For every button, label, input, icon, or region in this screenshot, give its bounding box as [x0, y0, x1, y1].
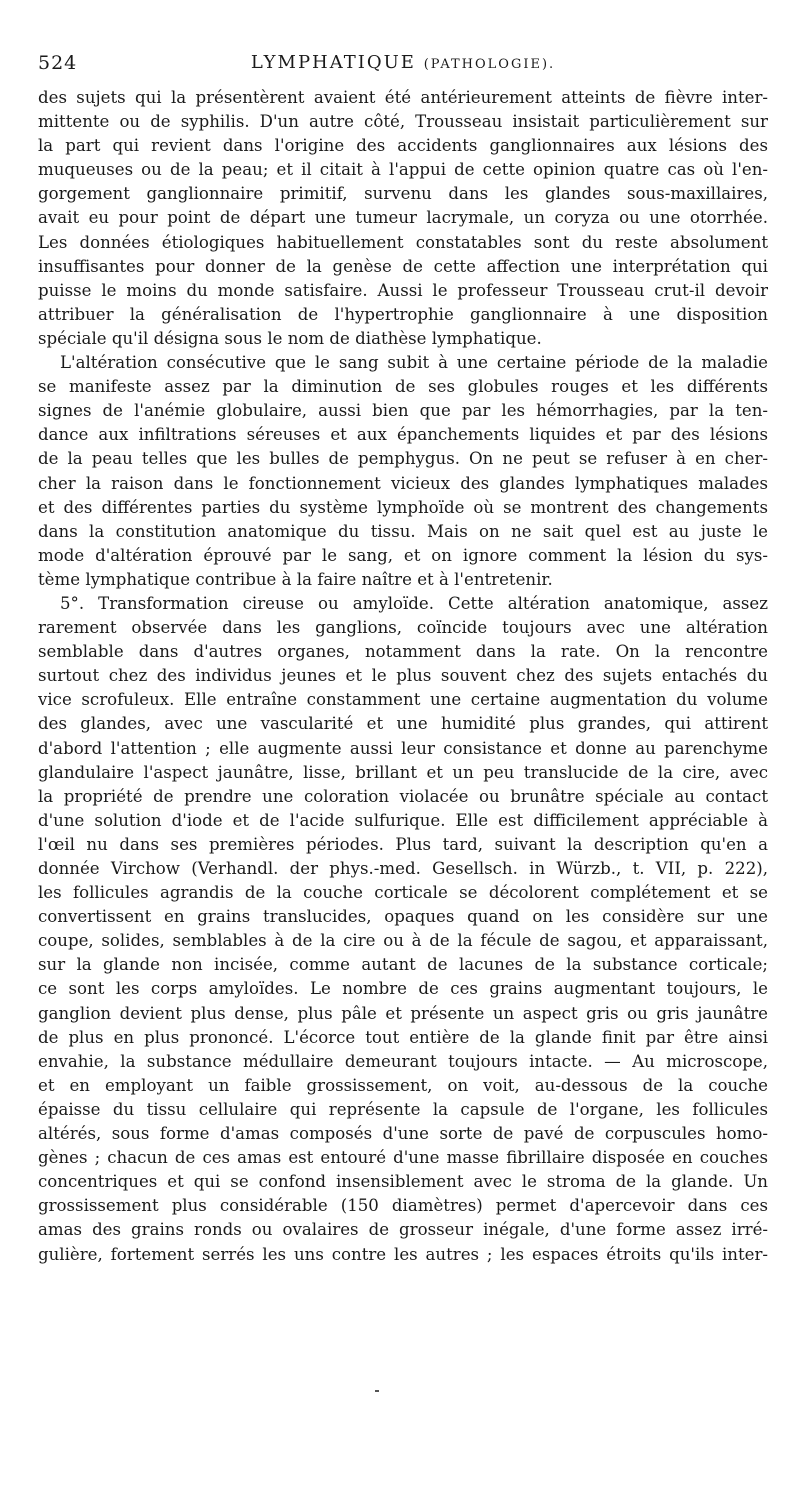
page-number: 524	[38, 52, 78, 74]
text-line: grossissement plus considérable (150 diamètres) permet d'apercevoir dans ces	[38, 1196, 768, 1216]
text-line: surtout chez des individus jeunes et le plus souvent chez des sujets entachés du	[38, 666, 768, 686]
text-line: se manifeste assez par la diminution de ses globules rouges et les différents	[38, 377, 768, 397]
text-line: de plus en plus prononcé. L'écorce tout entière de la glande finit par être ainsi	[38, 1027, 768, 1047]
text-line: d'abord l'attention ; elle augmente aussi leur consistance et donne au parenchyme	[38, 738, 768, 758]
text-line: convertissent en grains translucides, opaques quand on les considère sur une	[38, 907, 768, 927]
text-line: muqueuses ou de la peau; et il citait à l'appui de cette opinion quatre cas où l'en-	[38, 160, 768, 180]
text-line: tème lymphatique contribue à la faire naître et à l'entretenir.	[38, 569, 553, 589]
text-line: semblable dans d'autres organes, notamment dans la rate. On la rencontre	[38, 642, 768, 662]
text-line: concentriques et qui se confond insensiblement avec le stroma de la glande. Un	[38, 1172, 768, 1192]
text-line: gulière, fortement serrés les uns contre les autres ; les espaces étroits qu'ils inter-	[38, 1244, 768, 1264]
text-line: ce sont les corps amyloïdes. Le nombre de ces grains augmentant toujours, le	[38, 979, 768, 999]
text-line: amas des grains ronds ou ovalaires de grosseur inégale, d'une forme assez irré-	[38, 1220, 768, 1240]
text-line: d'une solution d'iode et de l'acide sulfurique. Elle est difficilement appréciable à	[38, 810, 768, 830]
text-line: les follicules agrandis de la couche corticale se décolorent complétement et se	[38, 883, 768, 903]
text-line: attribuer la généralisation de l'hypertrophie ganglionnaire à une disposition	[38, 304, 768, 324]
text-line: mittente ou de syphilis. D'un autre côté, Trousseau insistait particulièrement sur	[38, 112, 768, 132]
text-line: épaisse du tissu cellulaire qui représente la capsule de l'organe, les follicules	[38, 1099, 768, 1119]
text-line: des sujets qui la présentèrent avaient été antérieurement atteints de fièvre inter-	[38, 88, 768, 107]
text-line: gènes ; chacun de ces amas est entouré d'une masse fibrillaire disposée en couches	[38, 1148, 768, 1168]
text-line: Les données étiologiques habituellement constatables sont du reste absolument	[38, 232, 768, 252]
text-line: et en employant un faible grossissement, on voit, au-dessous de la couche	[38, 1075, 768, 1095]
text-line: puisse le moins du monde satisfaire. Aussi le professeur Trousseau crut-il devoir	[38, 280, 768, 300]
text-line: coupe, solides, semblables à de la cire ou à de la fécule de sagou, et apparaissant,	[38, 931, 768, 951]
text-line: rarement observée dans les ganglions, coïncide toujours avec une altération	[38, 618, 768, 638]
section-heading-line: 5°. Transformation cireuse ou amyloïde. Cette altération anatomique, assez	[60, 593, 768, 613]
citation-line: donnée Virchow (Verhandl. der phys.-med. Gesellsch. in Würzb., t. VII, p. 222),	[38, 859, 768, 878]
running-title-subtitle: (PATHOLOGIE).	[423, 57, 556, 72]
text-line: de la peau telles que les bulles de pemphygus. On ne peut se refuser à en cher-	[38, 449, 768, 469]
text-line: envahie, la substance médullaire demeurant toujours intacte. — Au microscope,	[38, 1051, 768, 1071]
text-line: gorgement ganglionnaire primitif, survenu dans les glandes sous-maxillaires,	[38, 184, 768, 204]
text-line: sur la glande non incisée, comme autant de lacunes de la substance corticale;	[38, 955, 768, 975]
text-line: vice scrofuleux. Elle entraîne constamment une certaine augmentation du volume	[38, 690, 768, 710]
running-title	[38, 52, 768, 73]
text-line: glandulaire l'aspect jaunâtre, lisse, brillant et un peu translucide de la cire, avec	[38, 762, 768, 782]
running-title-main: LYMPHATIQUE	[250, 52, 416, 73]
text-line: l'œil nu dans ses premières périodes. Plus tard, suivant la description qu'en a	[38, 834, 768, 854]
text-line: mode d'altération éprouvé par le sang, et on ignore comment la lésion du sys-	[38, 545, 768, 565]
text-line: L'altération consécutive que le sang subit à une certaine période de la maladie	[60, 353, 768, 373]
text-line: cher la raison dans le fonctionnement vicieux des glandes lymphatiques malades	[38, 473, 768, 493]
running-head	[38, 52, 768, 82]
text-line: spéciale qu'il désigna sous le nom de diathèse lymphatique.	[38, 328, 542, 348]
text-line: signes de l'anémie globulaire, aussi bien que par les hémorrhagies, par la ten-	[38, 401, 768, 421]
body-text	[38, 86, 768, 1267]
text-line: ganglion devient plus dense, plus pâle et présente un aspect gris ou gris jaunâtre	[38, 1003, 768, 1023]
text-line: dance aux infiltrations séreuses et aux épanchements liquides et par des lésions	[38, 425, 768, 445]
text-line: altérés, sous forme d'amas composés d'une sorte de pavé de corpuscules homo-	[38, 1124, 768, 1144]
text-line: avait eu pour point de départ une tumeur lacrymale, un coryza ou une otorrhée.	[38, 208, 768, 228]
text-line: la propriété de prendre une coloration violacée ou brunâtre spéciale au contact	[38, 786, 768, 806]
print-mark	[375, 1390, 379, 1392]
text-line: insuffisantes pour donner de la genèse de cette affection une interprétation qui	[38, 256, 768, 276]
text-line: la part qui revient dans l'origine des accidents ganglionnaires aux lésions des	[38, 136, 768, 156]
text-line: dans la constitution anatomique du tissu. Mais on ne sait quel est au juste le	[38, 521, 768, 541]
text-line: et des différentes parties du système lymphoïde où se montrent des changements	[38, 497, 768, 517]
text-line: des glandes, avec une vascularité et une humidité plus grandes, qui attirent	[38, 714, 768, 734]
